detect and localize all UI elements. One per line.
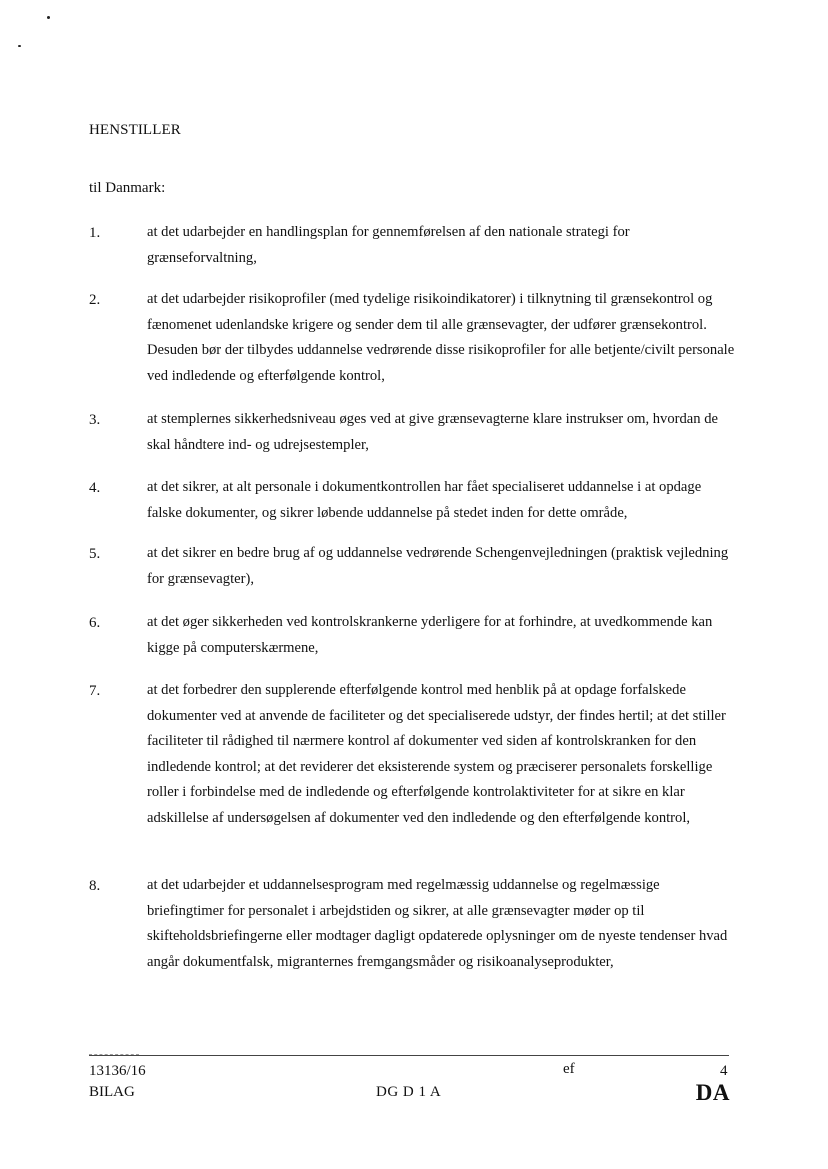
item-number: 8.: [89, 878, 101, 894]
item-number: 6.: [89, 615, 101, 631]
item-number: 5.: [89, 546, 101, 562]
item-text: at det udarbejder risikoprofiler (med tydelige risikoindikatorer) i tilknytning til grænsekontrol og fænomenet udenlandske krigere og sender dem til alle grænsevagter, der udfører grænsekontrol. Desuden bør der tilbydes uddannelse vedrørende disse risikoprofiler for alle betjente/civilt personale ved indledende og efterfølgende kontrol,: [147, 291, 735, 384]
item-number: 2.: [89, 292, 101, 308]
directorate-code: DG D 1 A: [376, 1084, 442, 1100]
scan-speck: [18, 45, 21, 47]
item-text: at det udarbejder et uddannelsesprogram med regelmæssig uddannelse og regelmæssige briefingtimer for personalet i arbejdstiden og sikrer, at alle grænsevagter møder op til skifteholdsbriefingerne eller modtager dagligt opdaterede oplysninger om de nyeste tendenser hvad angår dokumentfalsk, migranternes fremgangsmåder og risikoanalyseprodukter,: [147, 877, 728, 970]
item-number: 1.: [89, 225, 101, 241]
item-number: 3.: [89, 412, 101, 428]
language-code: DA: [695, 1080, 730, 1105]
page-number: 4: [720, 1063, 728, 1079]
item-text: at det sikrer, at alt personale i dokumentkontrollen har fået specialiseret uddannelse i at opdage falske dokumenter, og sikrer løbende uddannelse på stedet inden for dette område,: [147, 479, 702, 521]
intro-line: til Danmark:: [89, 180, 166, 196]
item-text: at det sikrer en bedre brug af og uddannelse vedrørende Schengenvejledningen (praktisk vejledning for grænsevagter),: [147, 545, 729, 587]
annex-label: BILAG: [89, 1084, 135, 1100]
footer-rule-mark: [89, 1054, 139, 1055]
item-number: 7.: [89, 683, 101, 699]
item-text: at det øger sikkerheden ved kontrolskrankerne yderligere for at forhindre, at uvedkommende kan kigge på computerskærmene,: [147, 614, 713, 656]
item-number: 4.: [89, 480, 101, 496]
document-number: 13136/16: [89, 1063, 146, 1079]
footer-rule: [89, 1055, 729, 1056]
item-text: at det forbedrer den supplerende efterfølgende kontrol med henblik på at opdage forfalskede dokumenter ved at anvende de faciliteter og det specialiserede udstyr, der findes hertil; at det stiller faciliteter til rådighed til nærmere kontrol af dokumenter ved siden af kontrolskranken for den indledende kontrol; at det reviderer det eksisterende system og præciserer personalets forskellige roller i forbindelse med de indledende og efterfølgende kontrolaktiviteter for at sikre en klar adskillelse af undersøgelsen af dokumenter ved den indledende og den efterfølgende kontrol,: [147, 682, 726, 826]
author-initials: ef: [563, 1061, 575, 1077]
section-heading: HENSTILLER: [89, 122, 181, 138]
item-text: at stemplernes sikkerhedsniveau øges ved at give grænsevagterne klare instrukser om, hvordan de skal håndtere ind- og udrejsestempler,: [147, 411, 719, 453]
scan-speck: [47, 16, 50, 19]
item-text: at det udarbejder en handlingsplan for gennemførelsen af den nationale strategi for grænseforvaltning,: [147, 224, 630, 266]
